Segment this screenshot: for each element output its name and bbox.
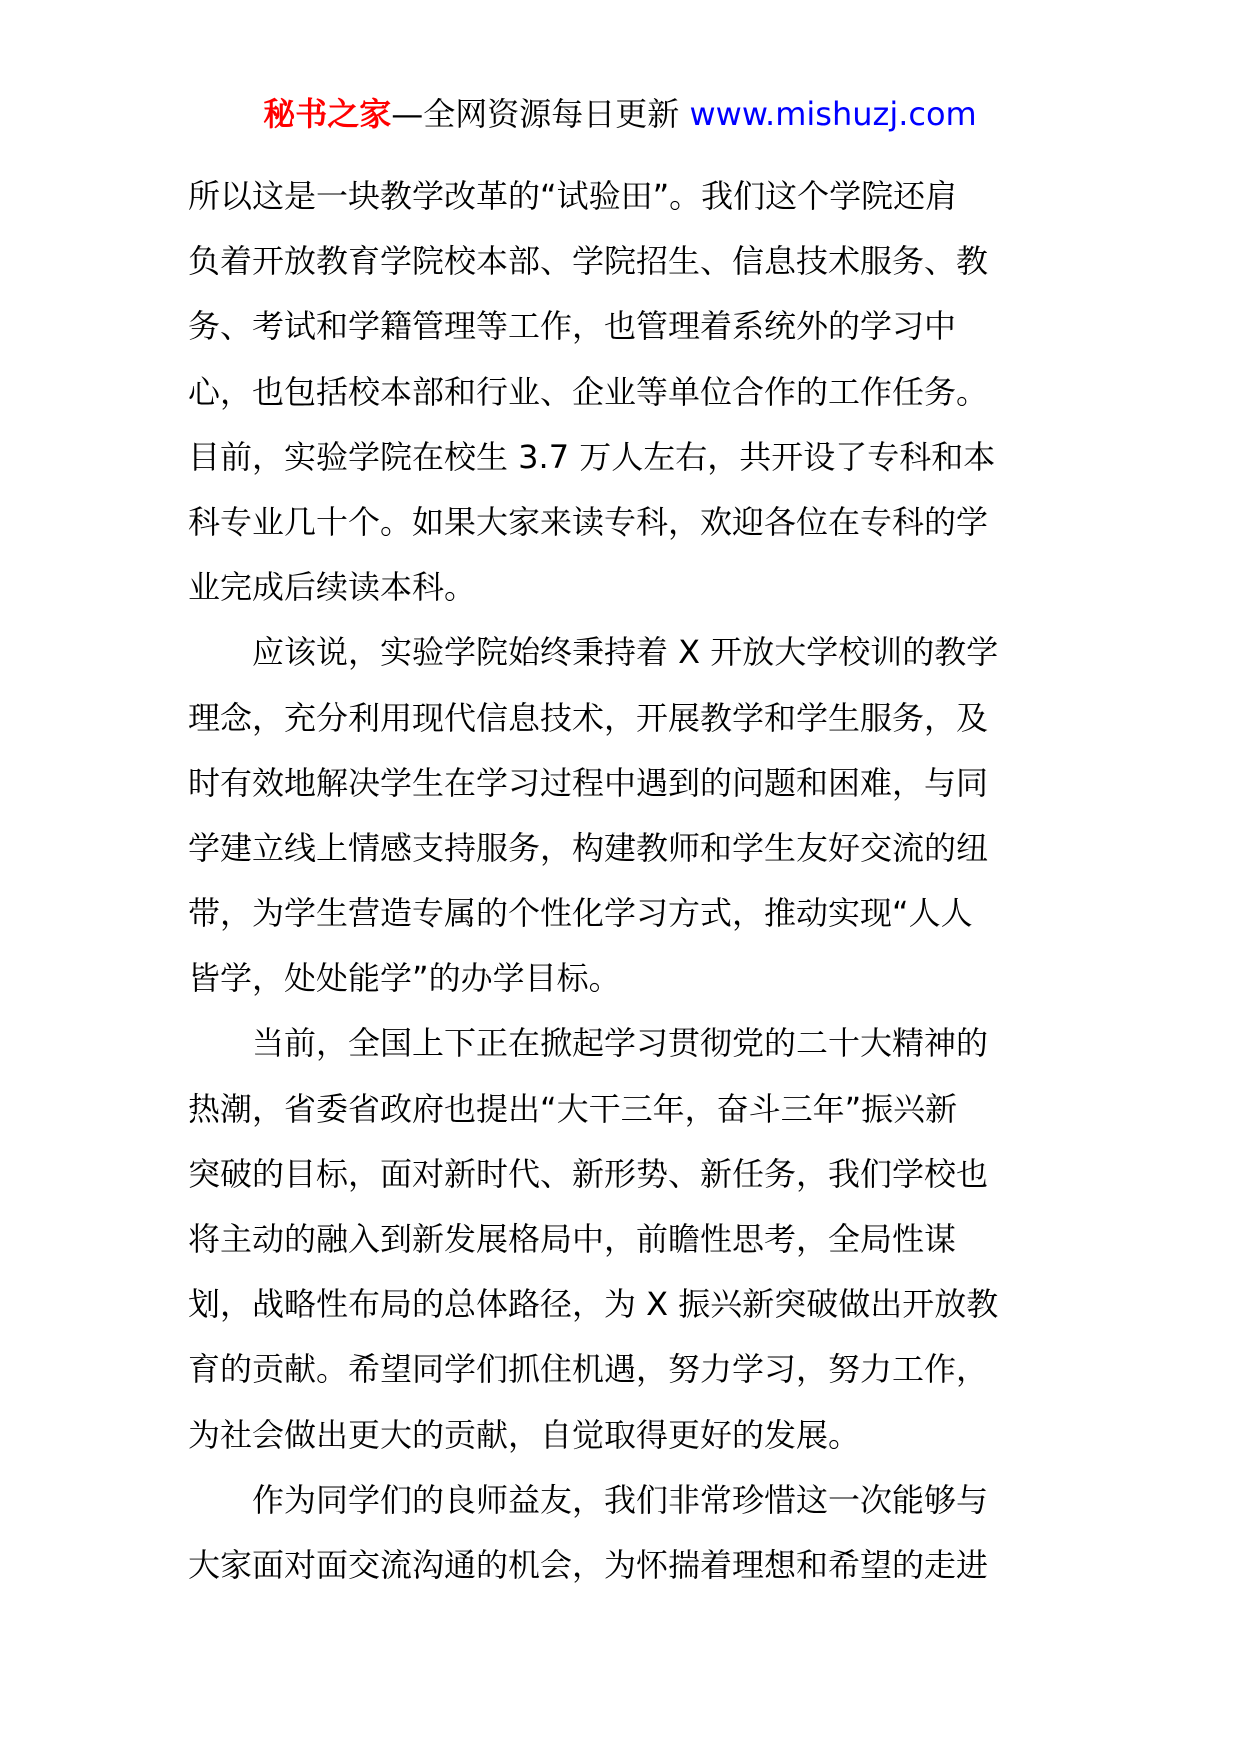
paragraph (188, 1011, 1060, 1467)
site-brand: 秘书之家 (263, 95, 392, 133)
text-line: 划，战略性布局的总体路径，为 X 振兴新突破做出开放教 (188, 1285, 999, 1324)
paragraph (188, 620, 1060, 1011)
text-line: 务、考试和学籍管理等工作，也管理着系统外的学习中 (188, 307, 957, 346)
text-line: 心，也包括校本部和行业、企业等单位合作的工作任务。 (188, 372, 989, 411)
text-line: 时有效地解决学生在学习过程中遇到的问题和困难，与同 (188, 763, 989, 802)
text-line: 业完成后续读本科。 (188, 568, 477, 607)
text-line: 为社会做出更大的贡献，自觉取得更好的发展。 (188, 1415, 861, 1454)
text-line: 学建立线上情感支持服务，构建教师和学生友好交流的纽 (188, 828, 989, 867)
text-line: 带，为学生营造专属的个性化学习方式，推动实现“人人 (188, 894, 973, 933)
text-line: 作为同学们的良师益友，我们非常珍惜这一次能够与 (188, 1480, 989, 1519)
page-header (0, 92, 1240, 136)
paragraph (188, 1468, 1060, 1598)
text-line: 突破的目标，面对新时代、新形势、新任务，我们学校也 (188, 1154, 989, 1193)
text-line: 目前，实验学院在校生 3.7 万人左右，共开设了专科和本 (188, 437, 996, 476)
text-line: 将主动的融入到新发展格局中，前瞻性思考，全局性谋 (188, 1220, 957, 1258)
text-line: 所以这是一块教学改革的“试验田”。我们这个学院还肩 (188, 177, 958, 215)
paragraph (188, 164, 1060, 620)
document-body (188, 164, 1060, 1598)
text-line: 当前，全国上下正在掀起学习贯彻党的二十大精神的 (188, 1024, 989, 1063)
text-line: 皆学，处处能学”的办学目标。 (188, 959, 621, 998)
text-line: 科专业几十个。如果大家来读专科，欢迎各位在专科的学 (188, 502, 989, 541)
site-url-link[interactable]: www.mishuzj.com (689, 95, 977, 133)
text-line: 热潮，省委省政府也提出“大干三年，奋斗三年”振兴新 (188, 1089, 958, 1128)
text-line: 育的贡献。希望同学们抓住机遇，努力学习，努力工作， (188, 1350, 989, 1389)
text-line: 理念，充分利用现代信息技术，开展教学和学生服务，及 (188, 698, 989, 737)
text-line: 负着开放教育学院校本部、学院招生、信息技术服务、教 (188, 242, 989, 281)
site-slogan: —全网资源每日更新 (391, 95, 690, 133)
text-line: 应该说，实验学院始终秉持着 X 开放大学校训的教学 (188, 633, 999, 672)
text-line: 大家面对面交流沟通的机会，为怀揣着理想和希望的走进 (188, 1545, 989, 1584)
